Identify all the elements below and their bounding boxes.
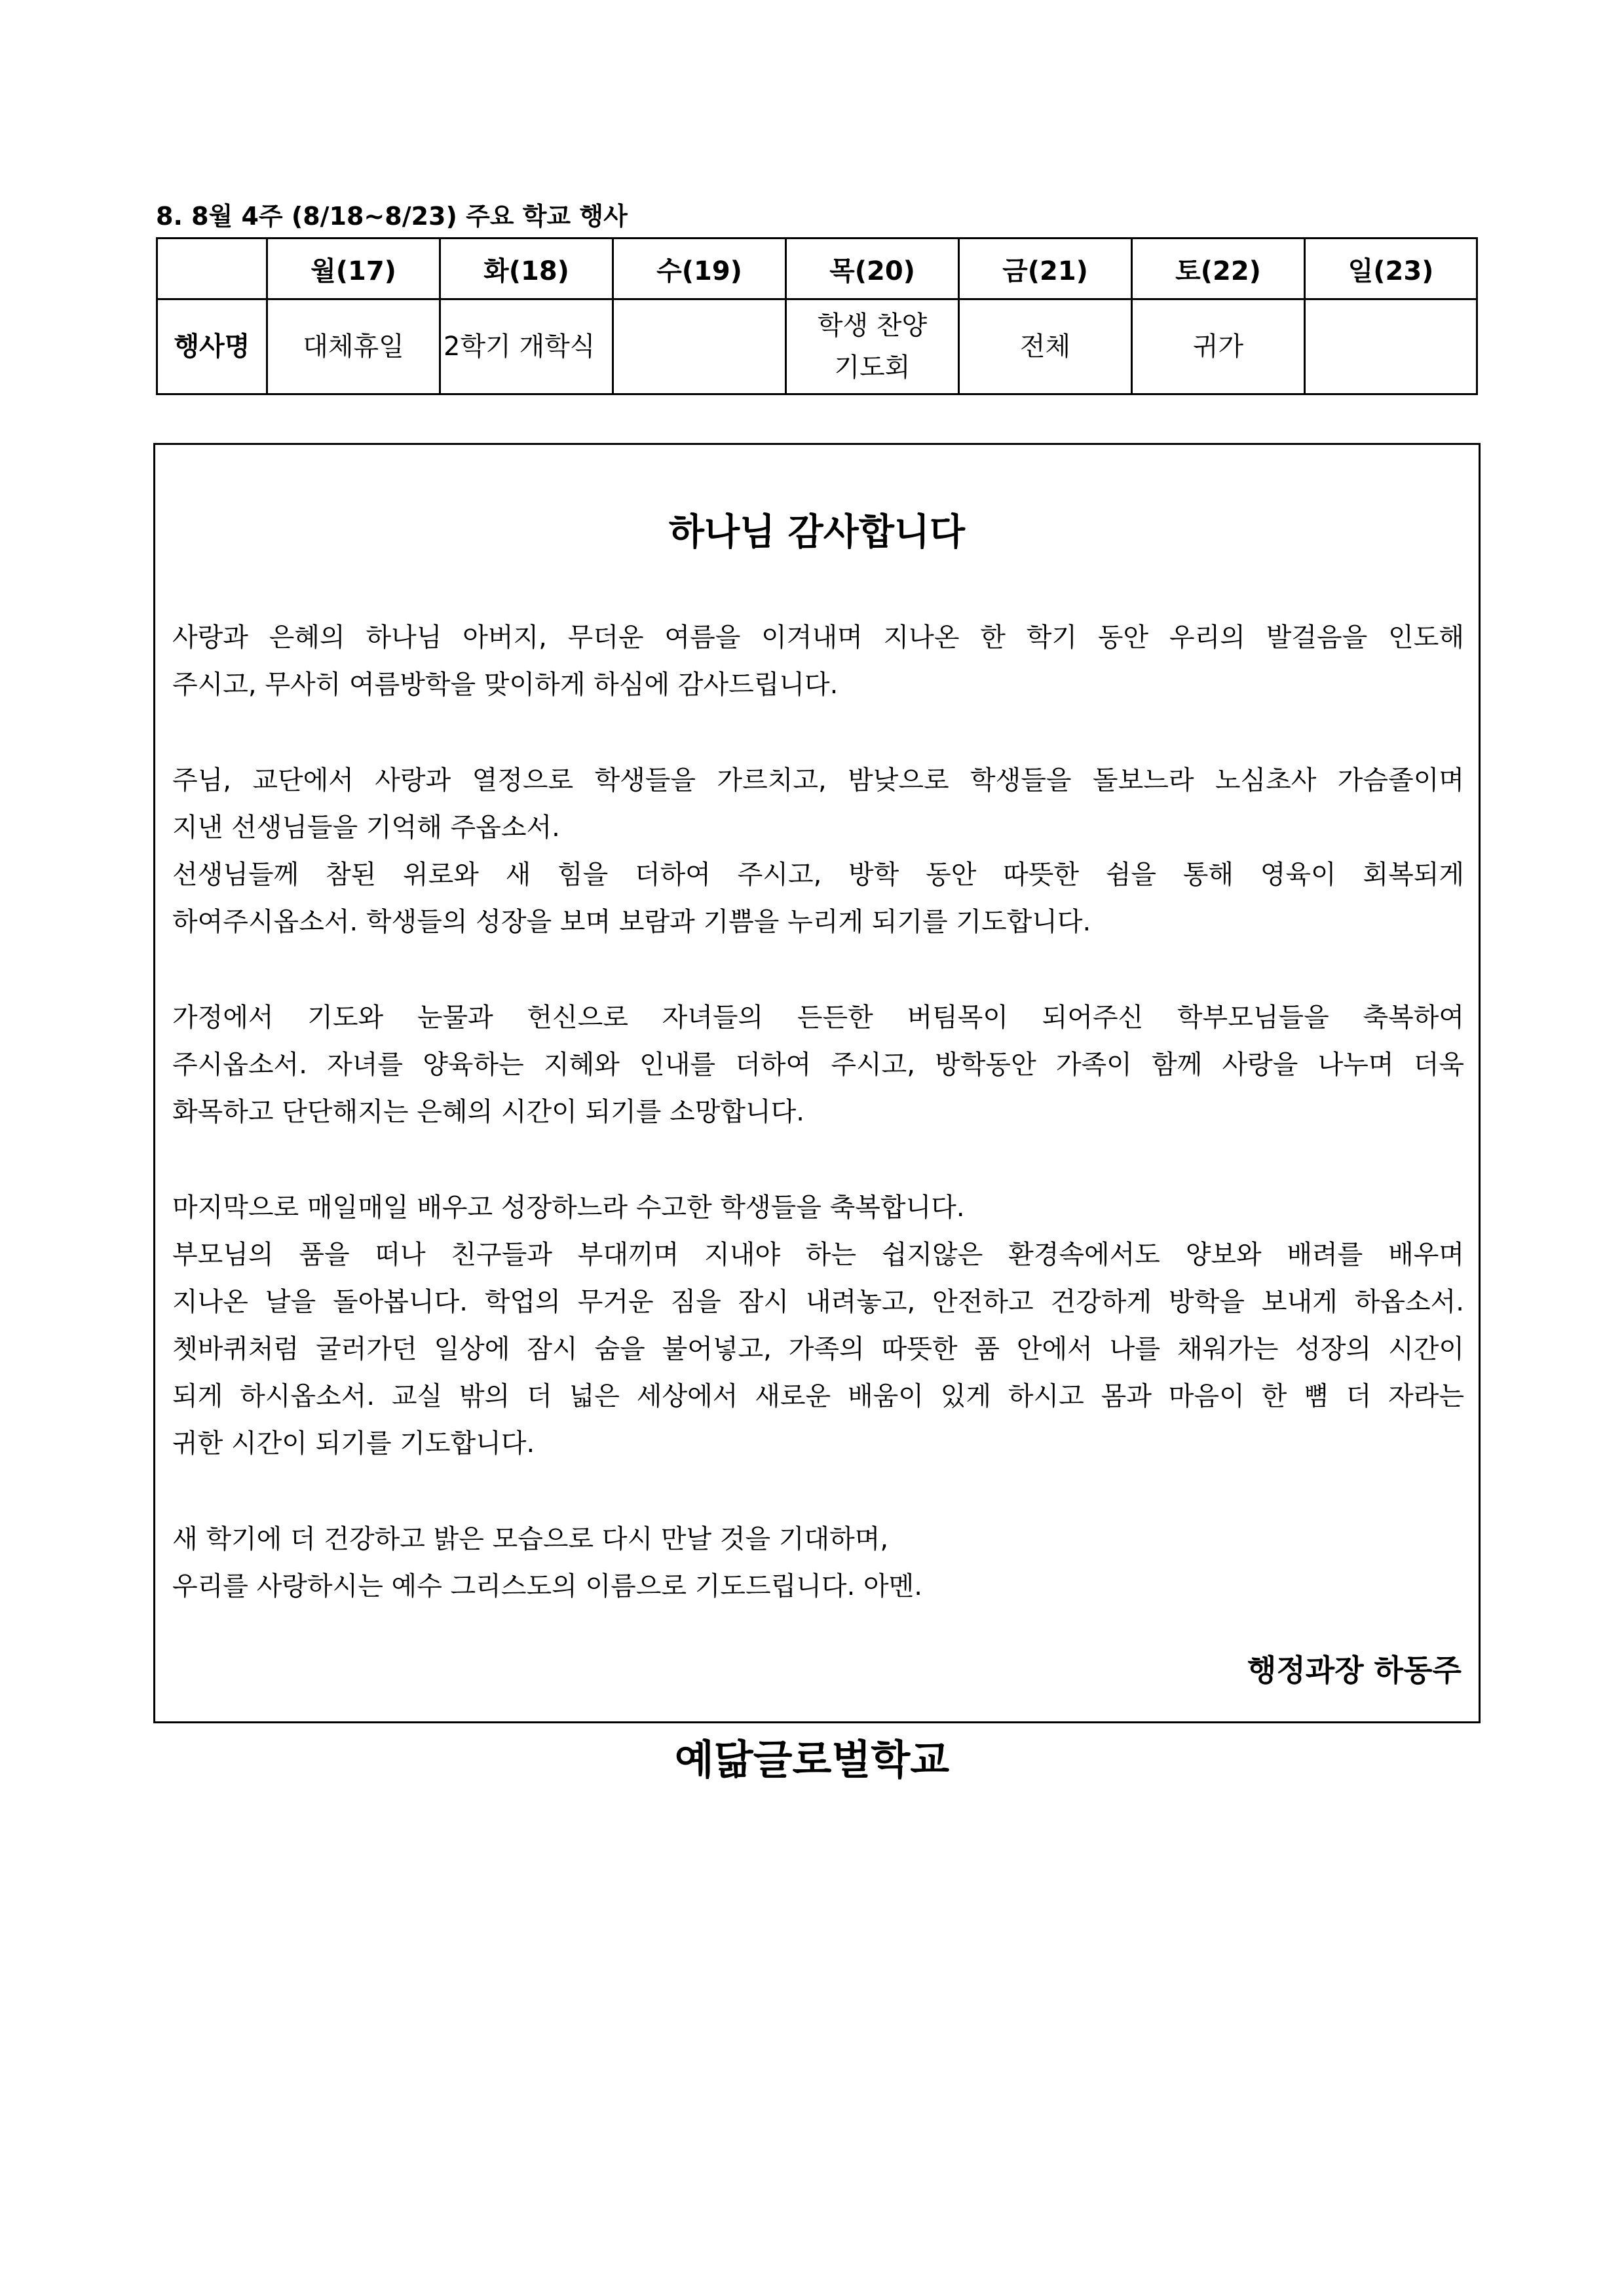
prayer-line: 주님, 교단에서 사랑과 열정으로 학생들을 가르치고, 밤낮으로 학생들을 돌보느라 노심초사 가슴졸이며 bbox=[172, 765, 1464, 795]
prayer-line: 주시옵소서. 자녀를 양육하는 지혜와 인내를 더하여 주시고, 방학동안 가족이 함께 사랑을 나누며 더욱 bbox=[172, 1050, 1464, 1080]
event-sat: 귀가 bbox=[1132, 299, 1305, 394]
prayer-line: 부모님의 품을 떠나 친구들과 부대끼며 지내야 하는 쉽지않은 환경속에서도 양보와 배려를 배우며 bbox=[172, 1240, 1464, 1270]
schedule-event-row bbox=[157, 299, 1477, 394]
schedule-heading: 8. 8월 4주 (8/18~8/23) 주요 학교 행사 bbox=[156, 202, 628, 231]
prayer-line: 주시고, 무사히 여름방학을 맞이하게 하심에 감사드립니다. bbox=[172, 670, 839, 700]
prayer-line: 선생님들께 참된 위로와 새 힘을 더하여 주시고, 방학 동안 따뜻한 쉼을 통해 영육이 회복되게 bbox=[172, 860, 1464, 890]
event-wed bbox=[613, 299, 786, 394]
event-row-label: 행사명 bbox=[157, 299, 267, 394]
event-fri: 전체 bbox=[959, 299, 1132, 394]
prayer-box bbox=[153, 443, 1481, 1723]
prayer-line: 마지막으로 매일매일 배우고 성장하느라 수고한 학생들을 축복합니다. bbox=[172, 1193, 965, 1223]
event-thu bbox=[786, 299, 959, 394]
prayer-line: 새 학기에 더 건강하고 밝은 모습으로 다시 만날 것을 기대하며, bbox=[172, 1524, 889, 1554]
header-sat: 토(22) bbox=[1132, 239, 1305, 299]
header-mon: 월(17) bbox=[267, 239, 440, 299]
event-thu-line2: 기도회 bbox=[834, 353, 911, 383]
prayer-line: 우리를 사랑하시는 예수 그리스도의 이름으로 기도드립니다. 아멘. bbox=[172, 1571, 922, 1601]
event-thu-line1: 학생 찬양 bbox=[817, 311, 928, 341]
prayer-title: 하나님 감사합니다 bbox=[668, 511, 966, 554]
prayer-line: 되게 하시옵소서. 교실 밖의 더 넓은 세상에서 새로운 배움이 있게 하시고 몸과 마음이 한 뼘 더 자라는 bbox=[172, 1381, 1464, 1411]
prayer-line: 지나온 날을 돌아봅니다. 학업의 무거운 짐을 잠시 내려놓고, 안전하고 건강하게 방학을 보내게 하옵소서. bbox=[172, 1287, 1464, 1317]
event-mon: 대체휴일 bbox=[267, 299, 440, 394]
prayer-line: 쳇바퀴처럼 굴러가던 일상에 잠시 숨을 불어넣고, 가족의 따뜻한 품 안에서 나를 채워가는 성장의 시간이 bbox=[172, 1334, 1464, 1364]
signature: 행정과장 하동주 bbox=[1247, 1653, 1462, 1688]
schedule-header-row bbox=[157, 239, 1477, 299]
header-corner-cell bbox=[157, 239, 267, 299]
header-thu: 목(20) bbox=[786, 239, 959, 299]
prayer-line: 화목하고 단단해지는 은혜의 시간이 되기를 소망합니다. bbox=[172, 1097, 805, 1127]
event-tue: 2학기 개학식 bbox=[440, 299, 613, 394]
prayer-line: 지낸 선생님들을 기억해 주옵소서. bbox=[172, 813, 560, 843]
prayer-line: 하여주시옵소서. 학생들의 성장을 보며 보람과 기쁨을 누리게 되기를 기도합니다. bbox=[172, 907, 1091, 937]
prayer-line: 사랑과 은혜의 하나님 아버지, 무더운 여름을 이겨내며 지나온 한 학기 동안 우리의 발걸음을 인도해 bbox=[172, 622, 1464, 653]
header-fri: 금(21) bbox=[959, 239, 1132, 299]
prayer-line: 가정에서 기도와 눈물과 헌신으로 자녀들의 든든한 버팀목이 되어주신 학부모님들을 축복하여 bbox=[172, 1003, 1464, 1033]
school-name: 예닮글로벌학교 bbox=[674, 1736, 950, 1784]
header-wed: 수(19) bbox=[613, 239, 786, 299]
header-sun: 일(23) bbox=[1305, 239, 1477, 299]
prayer-line: 귀한 시간이 되기를 기도합니다. bbox=[172, 1428, 535, 1459]
event-sun bbox=[1305, 299, 1477, 394]
header-tue: 화(18) bbox=[440, 239, 613, 299]
schedule-table bbox=[156, 237, 1478, 395]
